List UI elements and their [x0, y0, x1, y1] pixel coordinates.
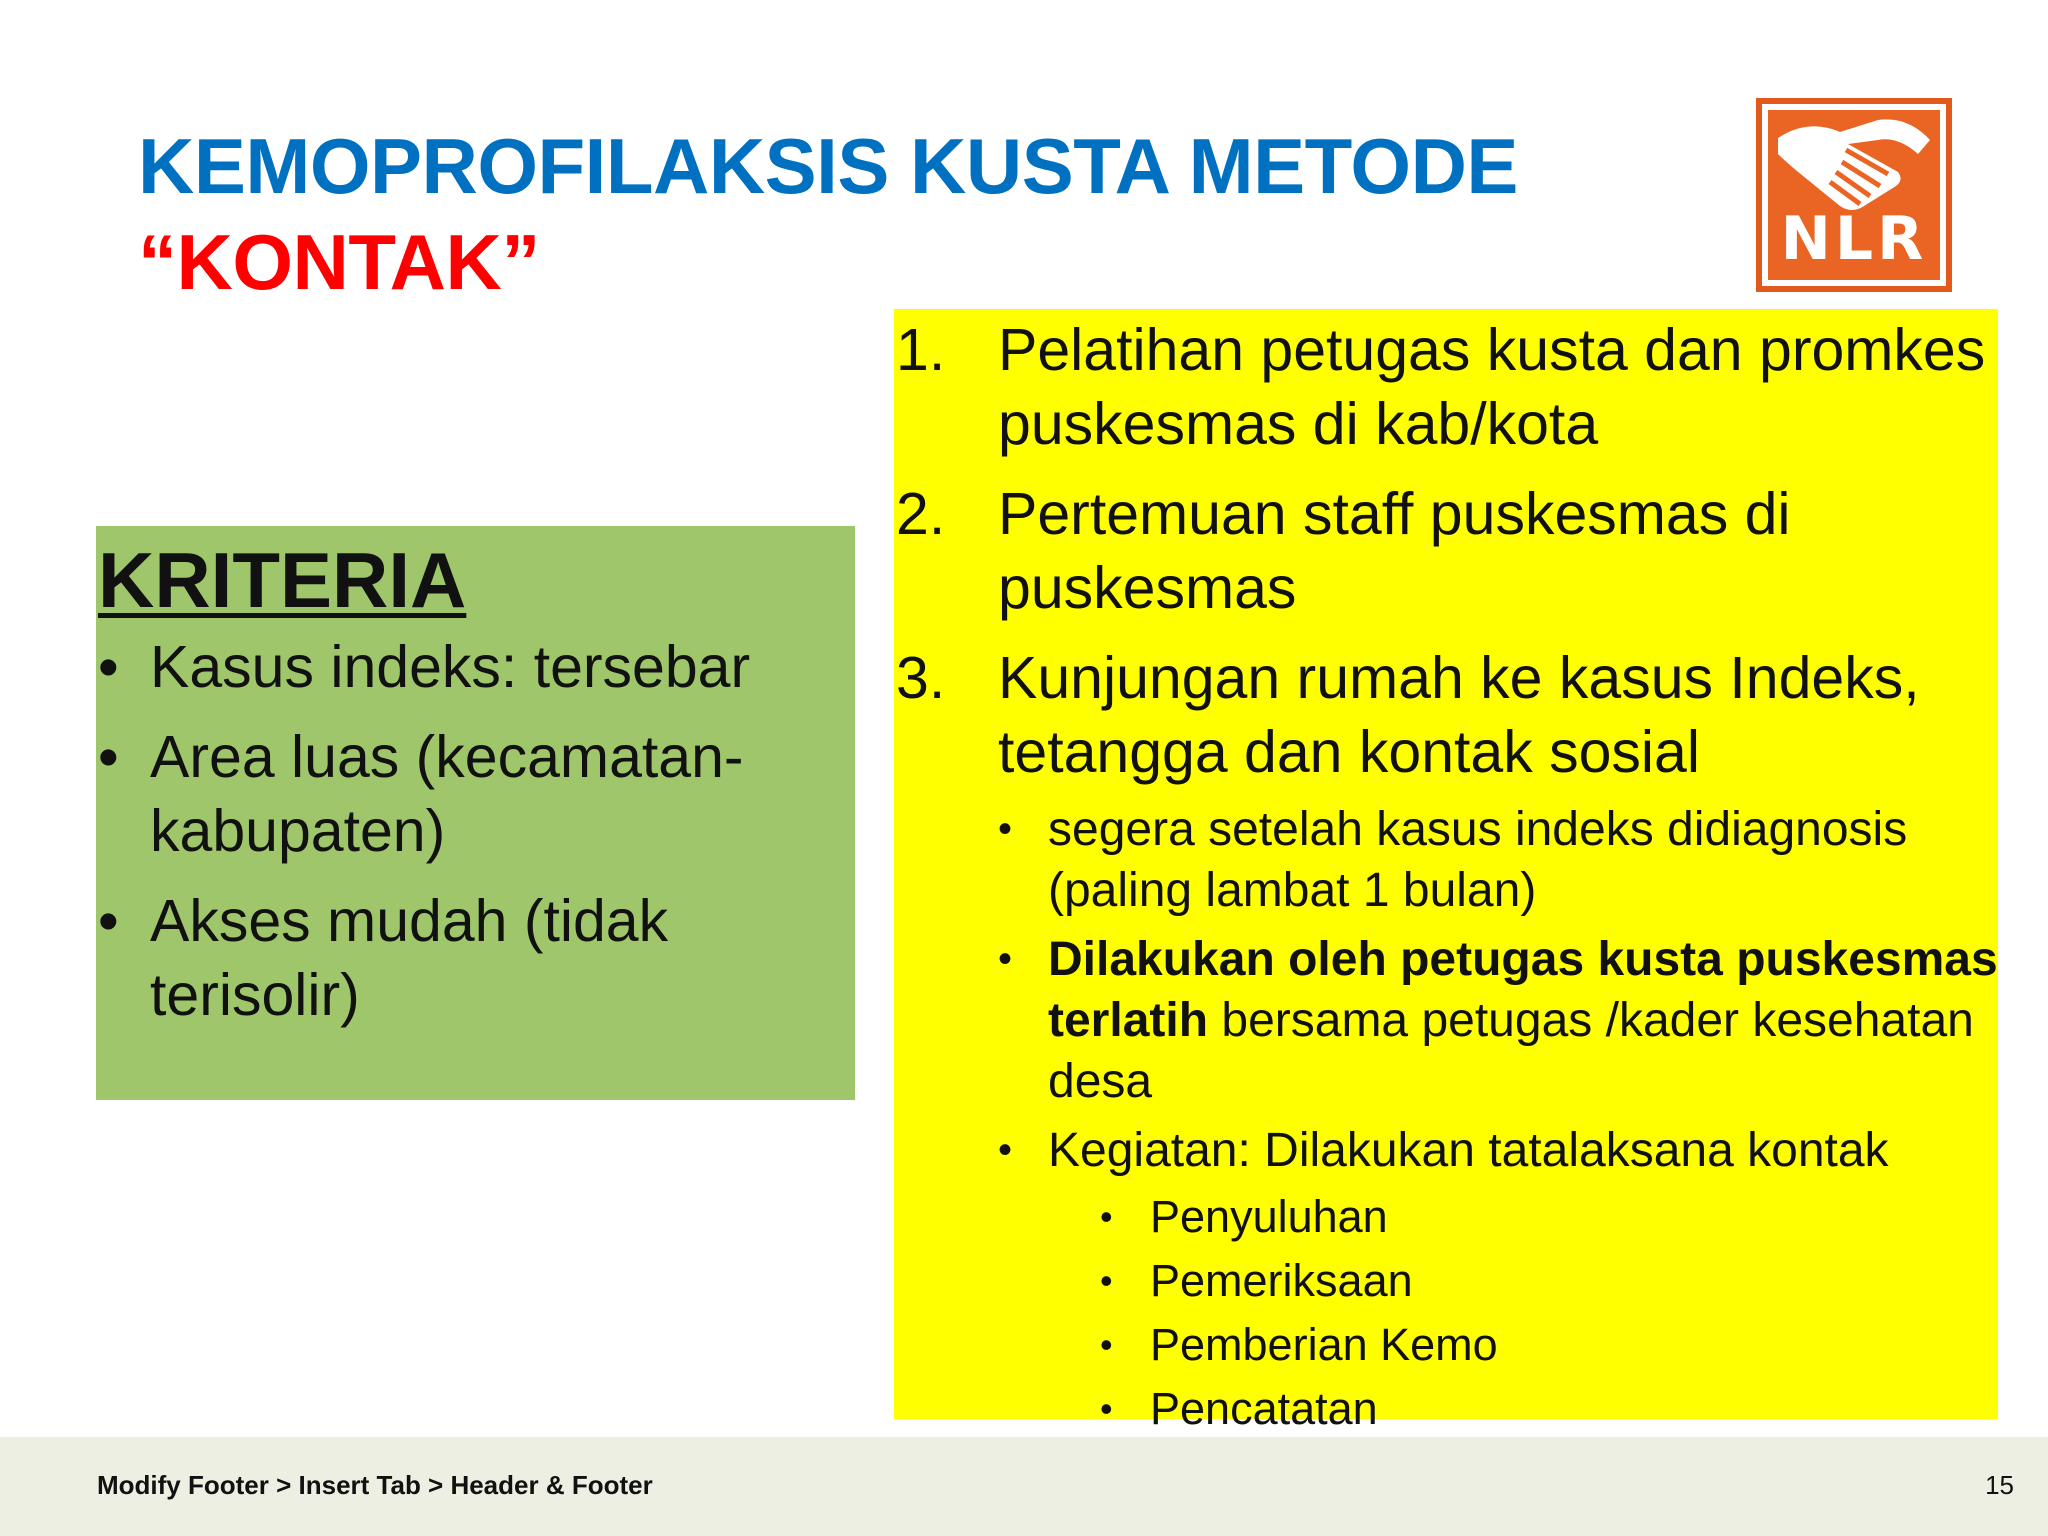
activity-item: • Penyuluhan: [1100, 1191, 1388, 1242]
slide-footer: [0, 1437, 2048, 1536]
title-line-1: KEMOPROFILAKSIS KUSTA METODE: [138, 122, 1518, 210]
activity-item: • Pencatatan: [1100, 1383, 1378, 1434]
activity-item: • Pemberian Kemo: [1100, 1319, 1498, 1370]
slide-title: [138, 118, 1518, 310]
steps-list: [894, 313, 1998, 1441]
criteria-list: [98, 630, 855, 1032]
activity-list: [1100, 1185, 1998, 1441]
criteria-box: [96, 526, 855, 1100]
step-item: 2. Pertemuan staff puskesmas di puskesmas: [896, 481, 1791, 621]
step-3-details: [998, 799, 1998, 1441]
criteria-item: • Area luas (kecamatan-kabupaten): [98, 724, 744, 864]
step-item: 3. Kunjungan rumah ke kasus Indeks, tetangga dan kontak sosial • segera setelah kasus indeks didiagnosis (paling lambat 1 bulan) • Dilakukan oleh petugas kusta puskesmas terlatih bersama petugas /kader kesehatan desa • Kegiatan: Dilakukan tatalaksana kontak • Penyuluhan • Pemeriksaan • Pemberian Kemo • Pencatatan: [894, 641, 1998, 1441]
detail-item: • Kegiatan: Dilakukan tatalaksana kontak • Penyuluhan • Pemeriksaan • Pemberian Kemo • Pencatatan: [998, 1120, 1998, 1441]
nlr-logo: [1756, 98, 1952, 292]
detail-item: • segera setelah kasus indeks didiagnosis (paling lambat 1 bulan): [998, 803, 1908, 917]
logo-text: NLR: [1780, 204, 1928, 274]
page-number: 15: [1985, 1470, 2014, 1500]
step-item: 1. Pelatihan petugas kusta dan promkes puskesmas di kab/kota: [896, 317, 1986, 457]
steps-box: [894, 309, 1998, 1434]
criteria-item: • Kasus indeks: tersebar: [98, 634, 751, 700]
footer-text: Modify Footer > Insert Tab > Header & Footer: [97, 1470, 653, 1500]
activity-item: • Pemeriksaan: [1100, 1255, 1413, 1306]
criteria-heading: KRITERIA: [98, 536, 467, 624]
detail-item: • Dilakukan oleh petugas kusta puskesmas terlatih bersama petugas /kader kesehatan desa: [998, 933, 1998, 1108]
title-line-2: “KONTAK”: [138, 218, 540, 306]
criteria-item: • Akses mudah (tidak terisolir): [98, 888, 669, 1028]
